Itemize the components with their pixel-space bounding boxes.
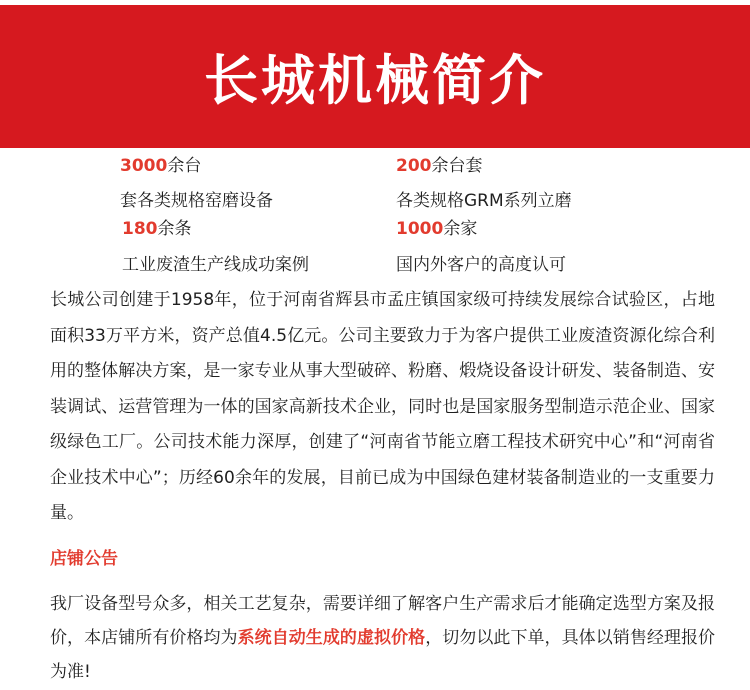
notice-text-start: 我厂设备型号众多，相关工艺复杂，需要详细了解客户生产需求后才能确定选型方案及报价，本店铺所有价格均为	[50, 594, 715, 648]
stat-number: 1000	[396, 219, 444, 239]
stat-caption-kilns: 套各类规格窑磨设备	[120, 191, 273, 211]
stat-count-lines	[122, 218, 192, 240]
stat-number: 200	[396, 156, 432, 176]
stat-unit: 余条	[157, 219, 192, 239]
stat-unit: 余台	[167, 156, 202, 176]
notice-price-warning: 系统自动生成的虚拟价格	[237, 628, 426, 648]
notice-text-end: ，切勿以此下单，具体以销售经理报价为准!	[50, 628, 716, 682]
company-intro: 长城公司创建于1958年，位于河南省辉县市孟庄镇国家级可持续发展综合试验区，占地面积33万平方米，资产总值4.5亿元。公司主要致力于为客户提供工业废渣资源化综合利用的整体解决方案，是一家专业从事大型破碎、粉磨、煅烧设备设计研发、装备制造、安装调试、运营管理为一体的国家高新技术企业，同时也是国家服务型制造示范企业、国家级绿色工厂。公司技术能力深厚，创建了“河南省节能立磨工程技术研究中心”和“河南省企业技术中心”；历经60余年的发展，目前已成为中国绿色建材装备制造业的一支重要力量。	[50, 290, 715, 523]
notice-text	[50, 587, 715, 689]
stat-caption-lines: 工业废渣生产线成功案例	[122, 255, 309, 275]
stat-unit: 余台套	[431, 156, 483, 176]
page-title: 长城机械简介	[204, 49, 546, 112]
stat-count-clients	[396, 218, 477, 240]
stat-caption-clients: 国内外客户的高度认可	[396, 255, 566, 275]
notice-title: 店铺公告	[50, 549, 118, 569]
stat-number: 180	[122, 219, 158, 239]
stat-number: 3000	[120, 156, 168, 176]
title-banner	[0, 5, 750, 148]
stat-count-mills	[396, 155, 483, 177]
stat-unit: 余家	[443, 219, 478, 239]
stat-caption-mills: 各类规格GRM系列立磨	[396, 191, 572, 211]
stat-count-kilns	[120, 155, 201, 177]
